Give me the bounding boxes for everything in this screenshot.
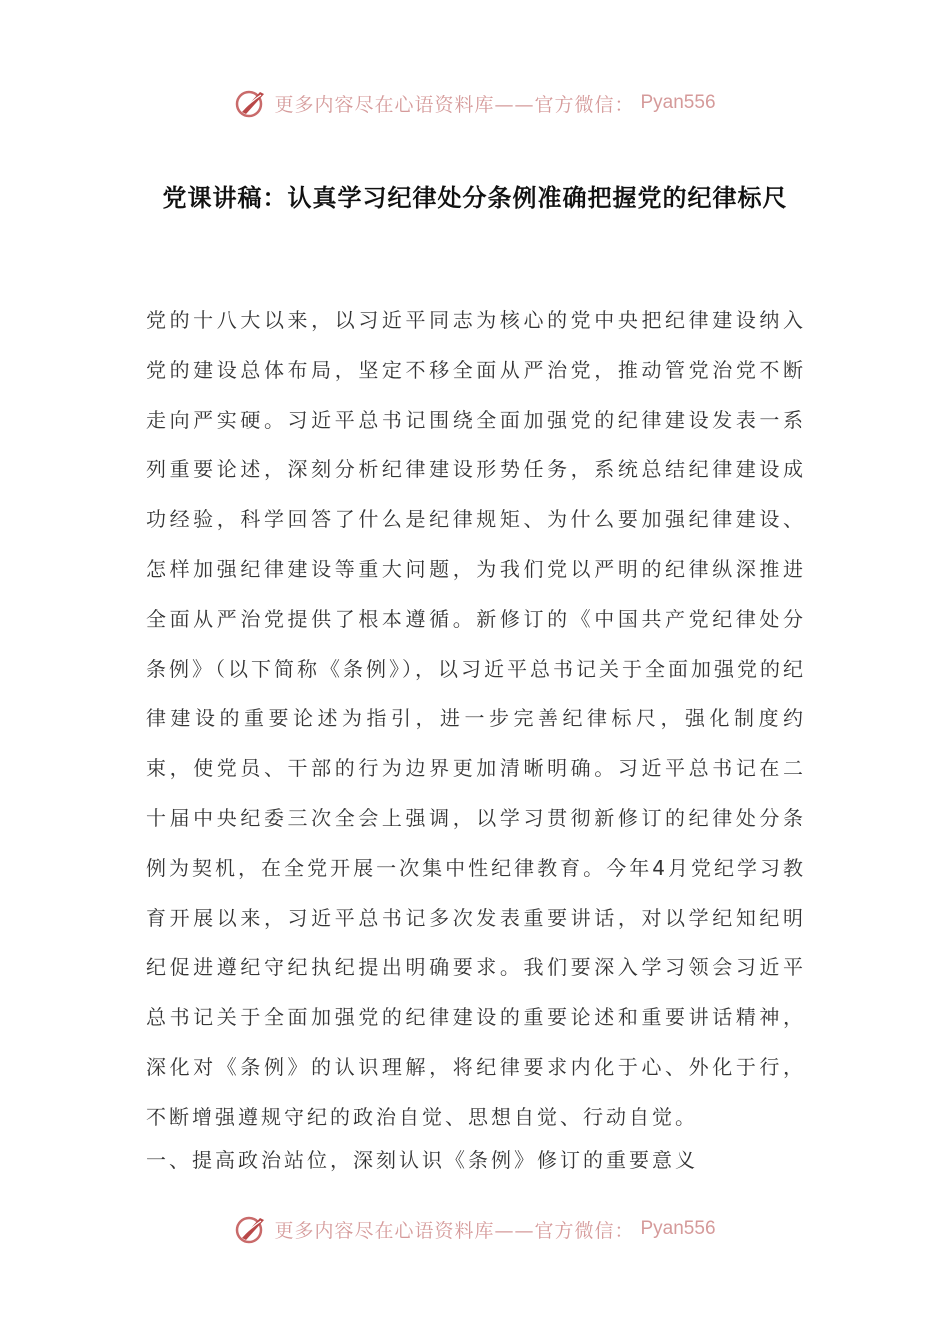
watermark-wechat-id: Pyan556 [640, 92, 716, 113]
section-heading: 一、提高政治站位，深刻认识《条例》修订的重要意义 [146, 1148, 698, 1172]
document-title: 党课讲稿：认真学习纪律处分条例准确把握党的纪律标尺 [162, 183, 788, 212]
quill-logo-icon [234, 1212, 268, 1246]
quill-logo-icon [234, 86, 268, 120]
footer-watermark [0, 1212, 950, 1246]
watermark-text: 更多内容尽在心语资料库——官方微信： [274, 93, 635, 116]
watermark-text: 更多内容尽在心语资料库——官方微信： [274, 1219, 635, 1242]
body-paragraph: 党的十八大以来，以习近平同志为核心的党中央把纪律建设纳入党的建设总体布局，坚定不移全面从严治党，推动管党治党不断走向严实硬。习近平总书记围绕全面加强党的纪律建设发表一系列重要论述，深刻分析纪律建设形势任务，系统总结纪律建设成功经验，科学回答了什么是纪律规矩、为什么要加强纪律建设、怎样加强纪律建设等重大问题，为我们党以严明的纪律纵深推进全面从严治党提供了根本遵循。新修订的《中国共产党纪律处分条例》（以下简称《条例》），以习近平总书记关于全面加强党的纪律建设的重要论述为指引，进一步完善纪律标尺，强化制度约束，使党员、干部的行为边界更加清晰明确。习近平总书记在二十届中央纪委三次全会上强调，以学习贯彻新修订的纪律处分条例为契机，在全党开展一次集中性纪律教育。今年4月党纪学习教育开展以来，习近平总书记多次发表重要讲话，对以学纪知纪明纪促进遵纪守纪执纪提出明确要求。我们要深入学习领会习近平总书记关于全面加强党的纪律建设的重要论述和重要讲话精神，深化对《条例》的认识理解，将纪律要求内化于心、外化于行，不断增强遵规守纪的政治自觉、思想自觉、行动自觉。 [146, 308, 806, 1129]
header-watermark [0, 86, 950, 120]
watermark-wechat-id: Pyan556 [640, 1218, 716, 1239]
